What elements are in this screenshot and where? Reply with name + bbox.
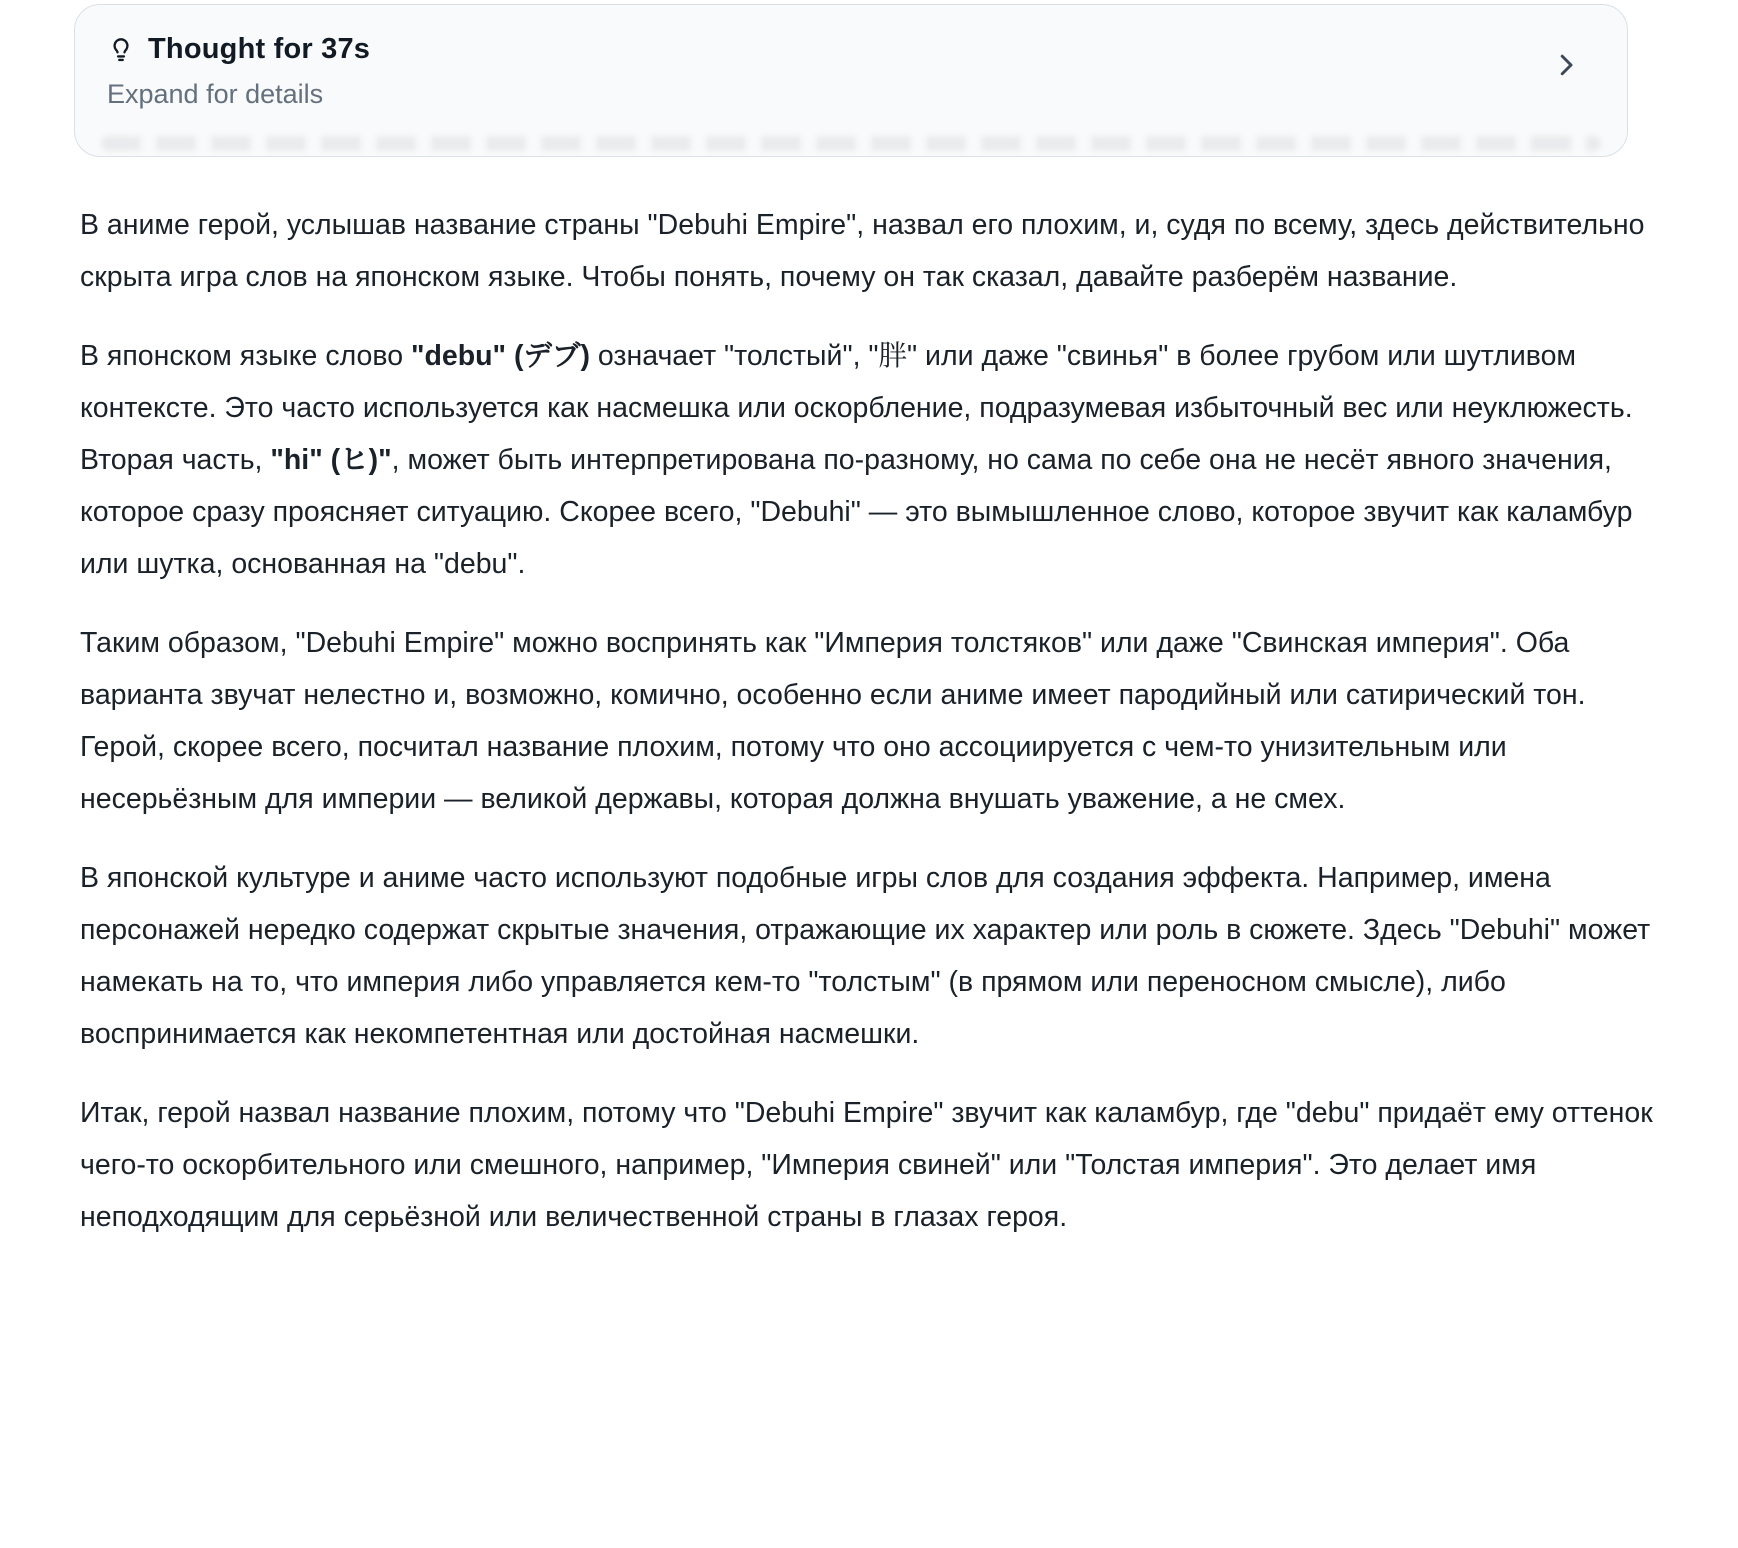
answer-text-segment: Таким образом, "Debuhi Empire" можно воспринять как "Империя толстяков" или даже "Свинская империя". Оба варианта звучат нелестно и, возможно, комично, особенно если аниме имеет пародийный или сатирический тон. Герой, скорее всего, посчитал название плохим, потому что оно ассоциируется с чем-то унизительным или несерьёзным для империи — великой державы, которая должна внушать уважение, а не смех. [80, 627, 1586, 815]
thought-card-text [107, 33, 370, 110]
answer-paragraph [80, 617, 1662, 825]
answer-text-segment: В японском языке слово [80, 340, 411, 372]
lightbulb-icon [107, 36, 135, 64]
answer-bold-term: "debu" (デブ) [410, 340, 590, 372]
answer-text-segment: В аниме герой, услышав название страны "Debuhi Empire", назвал его плохим, и, судя по всему, здесь действительно скрыта игра слов на японском языке. Чтобы понять, почему он так сказал, давайте разберём название. [80, 209, 1645, 293]
answer-text-segment: Итак, герой назвал название плохим, потому что "Debuhi Empire" звучит как каламбур, где "debu" придаёт ему оттенок чего-то оскорбительного или смешного, например, "Империя свиней" или "Толстая империя". Это делает имя неподходящим для серьёзной или величественной страны в глазах героя. [80, 1097, 1653, 1233]
expand-for-details-label: Expand for details [107, 79, 324, 109]
assistant-answer-body [80, 199, 1662, 1243]
thought-collapsed-card[interactable] [74, 4, 1628, 157]
answer-paragraph [80, 852, 1662, 1060]
answer-bold-term: "hi" (ヒ)" [270, 444, 392, 476]
answer-text-segment: , может быть интерпретирована по-разному, но сама по себе она не несёт явного значения, которое сразу проясняет ситуацию. Скорее всего, "Debuhi" — это вымышленное слово, которое звучит как каламбур или шутка, основанная на "debu". [80, 444, 1633, 580]
answer-text-segment: означает "толстый", "胖" или даже "свинья" в более грубом или шутливом контексте. Это часто используется как насмешка или оскорбление, подразумевая избыточный вес или неуклюжесть. Вторая часть, [80, 340, 1633, 476]
answer-paragraph [80, 1087, 1662, 1243]
answer-paragraph [80, 330, 1662, 590]
chevron-right-icon[interactable] [1551, 50, 1581, 80]
blurred-thought-preview [101, 136, 1601, 151]
thought-duration-label: Thought for 37s [148, 33, 371, 65]
answer-paragraph [80, 199, 1662, 303]
answer-text-segment: В японской культуре и аниме часто используют подобные игры слов для создания эффекта. Например, имена персонажей нередко содержат скрытые значения, отражающие их характер или роль в сюжете. Здесь "Debuhi" может намекать на то, что империя либо управляется кем-то "толстым" (в прямом или переносном смысле), либо воспринимается как некомпетентная или достойная насмешки. [80, 862, 1651, 1050]
